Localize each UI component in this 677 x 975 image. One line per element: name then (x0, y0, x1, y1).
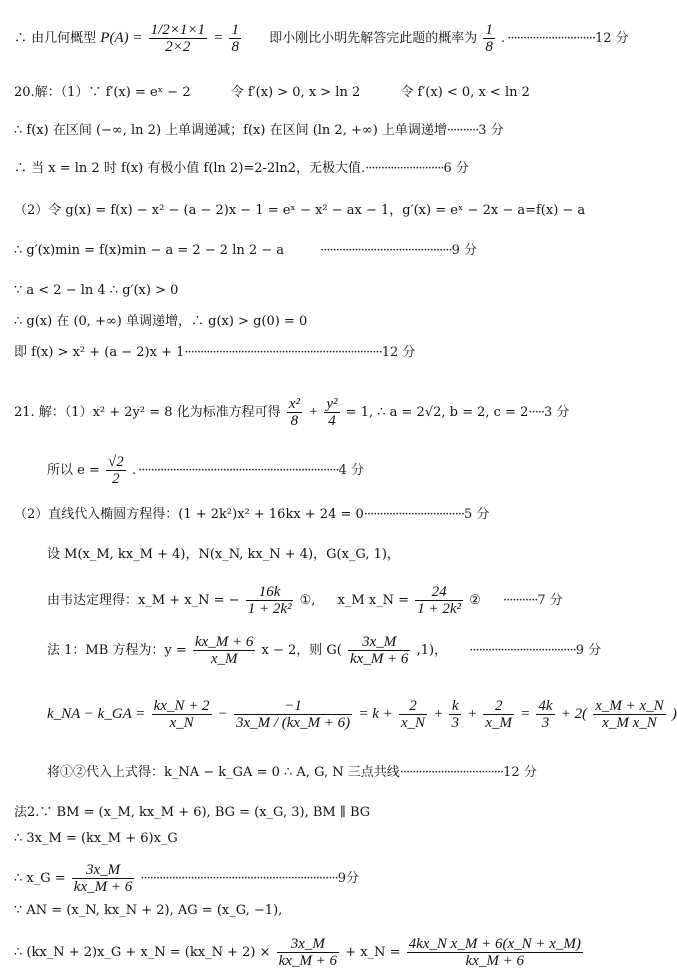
fraction: $\frac{k}{3}$ (451, 698, 459, 731)
q21-slope-diff: k_NA − k_GA = $\frac{kx\_N + 2}{x\_N}$ − $\frac{-1}{3x\_M / (kx\_M + 6)}$ = k + $\frac{2}{x\_N}$ + $\frac{k}{3}$ + $\frac{2}{x\_M}$ = $\frac{4k}{3}$ + 2( $\frac{x\_M + x\_N}{\text{x\_M x\_N}}$ ) (47, 698, 677, 731)
fraction: $\frac{24}{\text{1 + 2k²}}$ (417, 584, 461, 617)
score: 6 分 (443, 161, 469, 176)
q20-line6: ∵ a < 2 − ln 4 ∴ g′(x) > 0 (14, 283, 179, 298)
q21-sub2: （2）直线代入椭圆方程得：(1 + 2k²)x² + 16kx + 24 = 0································5 分 (14, 507, 490, 522)
fraction: $\frac{1}{8}$ (231, 22, 239, 55)
q21-method2-d: ∵ AN = (x_N, kx_N + 2), AG = (x_G, −1), (14, 903, 283, 918)
q20-line8: 即 f(x) > x² + (a − 2)x + 1·······························································12 分 (14, 345, 416, 360)
fraction: $\frac{2}{x\_N}$ (400, 698, 426, 731)
score: 12 分 (503, 765, 537, 780)
q20-head: 20.解：（1）∵ f′(x) = eˣ − 2 令 f′(x) > 0, x > ln 2 令 f′(x) < 0, x < ln 2 (14, 85, 530, 100)
fraction: $\frac{4k}{3}$ (538, 698, 553, 731)
text: 即小刚比小明先解答完此题的概率为 (269, 31, 478, 46)
fraction: $\frac{x\_M + x\_N}{\text{x\_M x\_N}}$ (595, 698, 664, 731)
fraction: $\frac{16k}{\text{1 + 2k²}}$ (247, 584, 292, 617)
score: 3 分 (544, 405, 570, 420)
fraction: $\frac{1}{8}$ (485, 22, 493, 55)
fraction: $\frac{3x\_M}{kx\_M + 6}$ (73, 862, 133, 895)
fraction: $\frac{-1}{3x\_M / (kx\_M + 6)}$ (235, 698, 351, 731)
fraction: $\frac{√2}{2}$ (108, 454, 124, 487)
line-probability: ∴ 由几何概型 P(A) = $\frac{1/2\times 1\times 1}{2\times 2}$ = $\frac{1}{8}$ 即小刚比小明先解答完此题的概率为 $\frac{1}{8}$ . ····························12 分 (14, 22, 629, 55)
fraction: $\frac{3x\_M}{kx\_M + 6}$ (350, 634, 409, 667)
formula: P(A) = (100, 30, 143, 46)
q21-vieta: 由韦达定理得：x_M + x_N = − $\frac{16k}{\text{1 + 2k²}}$ ①, x_M x_N = $\frac{24}{\text{1 + 2k²}}$ ② ···········7 分 (47, 584, 563, 617)
q21-head: 21. 解：（1）x² + 2y² = 8 化为标准方程可得 $\frac{\text{x²}}{8}$ + $\frac{\text{y²}}{4}$ = 1, ∴ a = 2√2, b = 2, c = 2·····3 分 (14, 396, 570, 429)
q20-line5: ∴ g′(x)min = f(x)min − a = 2 − 2 ln 2 − a ··········································9 分 (14, 243, 478, 258)
q21-method1: 法 1：MB 方程为：y = $\frac{kx\_M + 6}{x\_M}$ x − 2，则 G( $\frac{3x\_M}{kx\_M + 6}$ ,1)， ··································9 分 (47, 634, 602, 667)
fraction: $\frac{kx\_N + 2}{x\_N}$ (153, 698, 210, 731)
fraction: $\frac{kx\_M + 6}{x\_M}$ (194, 634, 254, 667)
q21-method2-c: ∴ x_G = $\frac{3x\_M}{kx\_M + 6}$ ·······························································9分 (14, 862, 359, 895)
score: 9 分 (575, 643, 602, 658)
q20-line3: ∴ 当 x = ln 2 时 f(x) 有极小值 f(ln 2)=2-2ln2，无极大值.·························6 分 (14, 161, 469, 176)
q20-line2: ∴ f(x) 在区间 (−∞, ln 2) 上单调递减；f(x) 在区间 (ln 2, +∞) 上单调递增··········3 分 (14, 123, 504, 138)
fraction: $\frac{\text{x²}}{8}$ (288, 396, 300, 429)
score: 9分 (337, 871, 359, 886)
q21-set: 设 M(x_M, kx_M + 4)，N(x_N, kx_N + 4)，G(x_G, 1)， (47, 547, 400, 562)
score: 12 分 (381, 345, 416, 360)
fraction: $\frac{2}{x\_M}$ (485, 698, 513, 731)
score: 7 分 (537, 593, 563, 608)
fraction: $\frac{\text{y²}}{4}$ (326, 396, 338, 429)
q21-method2-a: 法2.∵ BM = (x_M, kx_M + 6), BG = (x_G, 3), BM ∥ BG (14, 805, 371, 820)
q21-substitute: 将①②代入上式得：k_NA − k_GA = 0 ∴ A, G, N 三点共线·································12 分 (47, 765, 537, 780)
q21-method2-e: ∴ (kx_N + 2)x_G + x_N = (kx_N + 2) × $\frac{3x\_M}{kx\_M + 6}$ + x_N = $\frac{\text{4kx\_N x\_M + 6(x\_N + x\_M)}}{kx\_M + 6}$ (14, 936, 581, 969)
score: 4 分 (338, 463, 365, 478)
fraction: $\frac{\text{4kx\_N x\_M + 6(x\_N + x\_M)}}{kx\_M + 6}$ (408, 936, 581, 969)
q21-eccentricity: 所以 e = $\frac{√2}{2}$ . ································································4 分 (47, 454, 365, 487)
q20-line4: （2）令 g(x) = f(x) − x² − (a − 2)x − 1 = eˣ − x² − ax − 1，g′(x) = eˣ − 2x − a=f(x) − a (14, 203, 586, 218)
text: ∴ 由几何概型 (14, 31, 97, 46)
score: 12 分 (595, 31, 629, 46)
score: 5 分 (464, 507, 490, 522)
fraction: $\frac{3x\_M}{kx\_M + 6}$ (278, 936, 338, 969)
q21-method2-b: ∴ 3x_M = (kx_M + 6)x_G (14, 831, 178, 846)
score: 3 分 (478, 123, 504, 138)
score: 9 分 (451, 243, 478, 258)
q20-line7: ∴ g(x) 在 (0, +∞) 单调递增，∴ g(x) > g(0) = 0 (14, 314, 308, 329)
fraction: $\frac{1/2\times 1\times 1}{2\times 2}$ (150, 22, 206, 55)
